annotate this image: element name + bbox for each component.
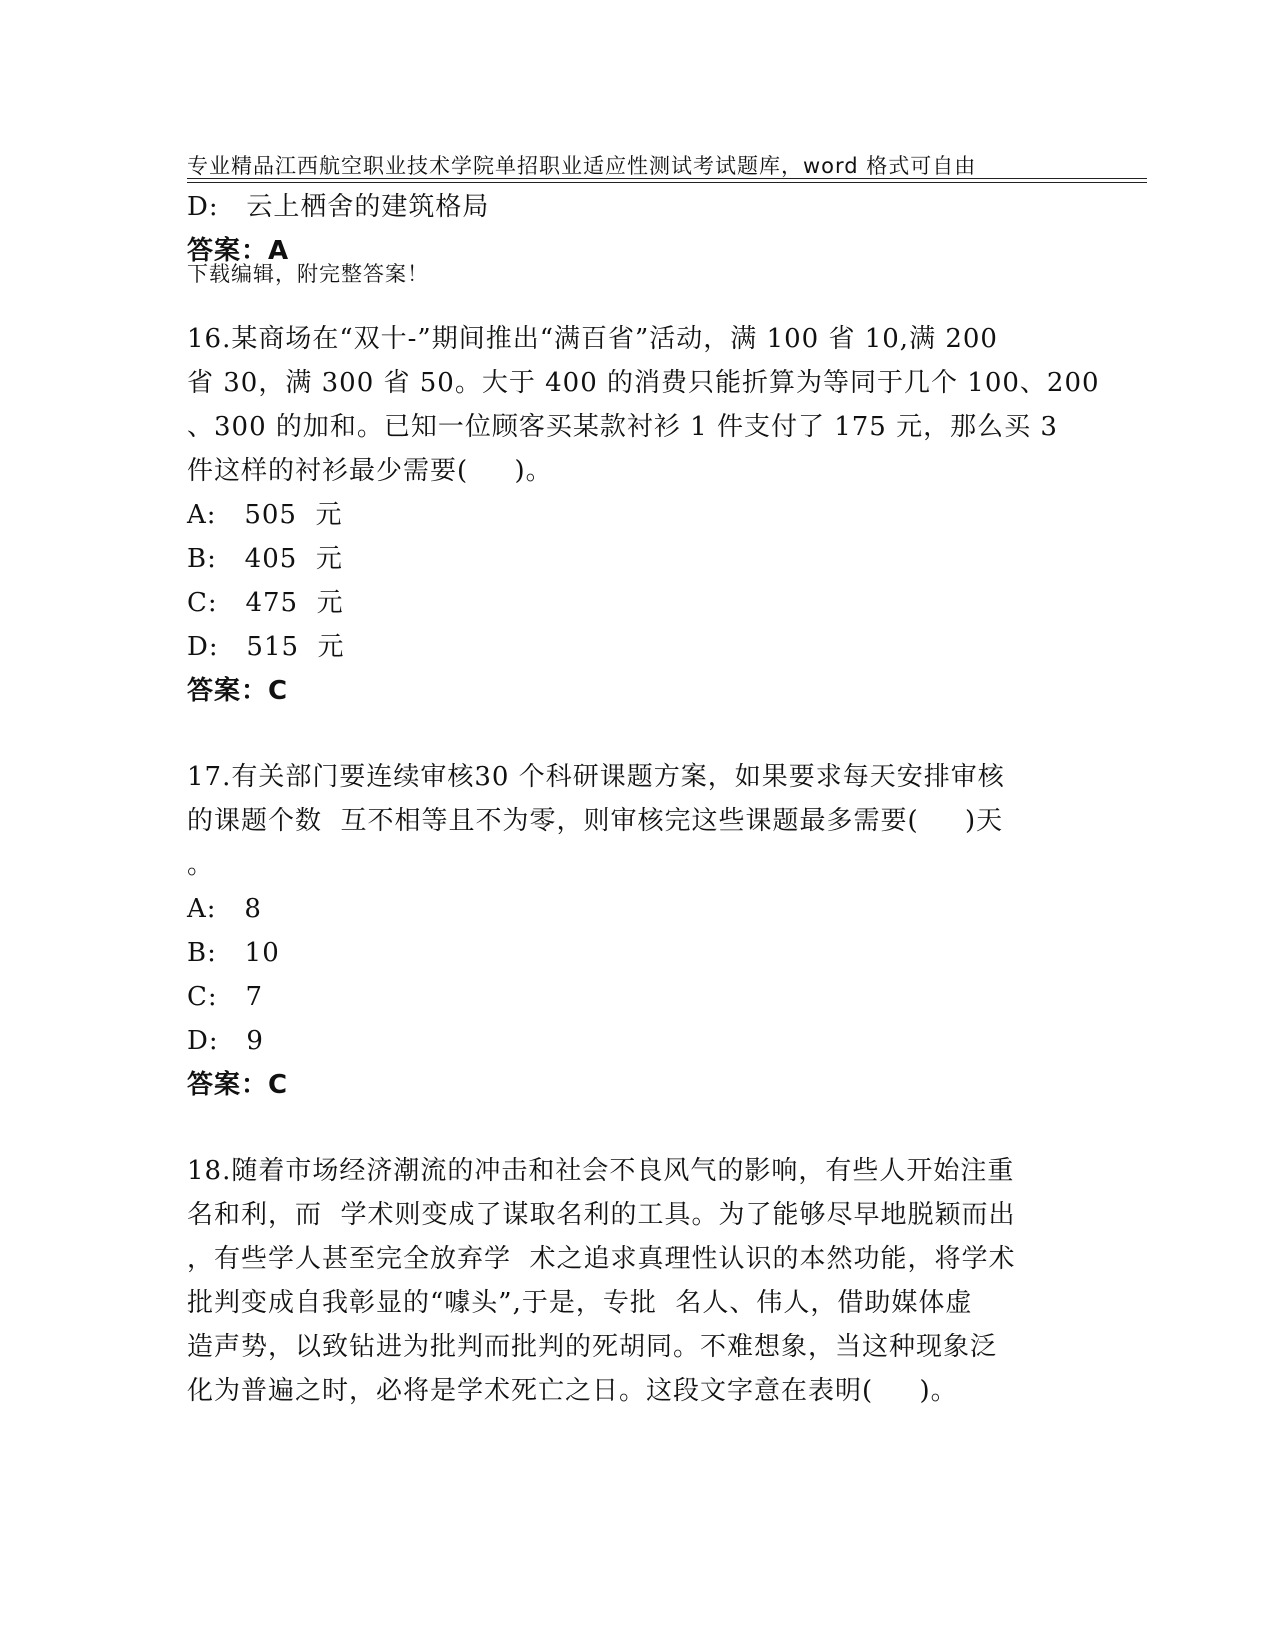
q16-text-line-1: 16.某商场在“双十-”期间推出“满百省”活动，满 100 省 10,满 200 — [187, 324, 998, 354]
q16-option-a: A: 505 元 — [187, 500, 343, 530]
q16-option-b: B: 405 元 — [187, 544, 343, 574]
header-line-1: 专业精品江西航空职业技术学院单招职业适应性测试考试题库，word 格式可自由 — [187, 154, 977, 178]
q15-answer: 答案：A — [187, 236, 290, 266]
q16-answer: 答案：C — [187, 676, 289, 706]
q18-text-line-6: 化为普遍之时，必将是学术死亡之日。这段文字意在表明( )。 — [187, 1376, 958, 1406]
q17-text-line-1: 17.有关部门要连续审核30 个科研课题方案，如果要求每天安排审核 — [187, 762, 1005, 792]
q16-option-d: D: 515 元 — [187, 632, 345, 662]
q18-text-line-4: 批判变成自我彰显的“噱头”,于是，专批 名人、伟人，借助媒体虚 — [187, 1288, 973, 1318]
q18-text-line-1: 18.随着市场经济潮流的冲击和社会不良风气的影响，有些人开始注重 — [187, 1156, 1015, 1186]
q16-text-line-3: 、300 的加和。已知一位顾客买某款衬衫 1 件支付了 175 元，那么买 3 — [187, 412, 1058, 442]
q16-text-line-4: 件这样的衬衫最少需要( )。 — [187, 456, 553, 486]
q18-text-line-2: 名和利，而 学术则变成了谋取名利的工具。为了能够尽早地脱颖而出 — [187, 1200, 1016, 1230]
header-rule-bottom — [187, 182, 1147, 183]
header-rule-top — [187, 178, 1147, 179]
q17-option-d: D: 9 — [187, 1026, 264, 1056]
q15-option-d: D: 云上栖舍的建筑格局 — [187, 192, 490, 222]
q16-text-line-2: 省 30，满 300 省 50。大于 400 的消费只能折算为等同于几个 100、200 — [187, 368, 1100, 398]
q16-option-c: C: 475 元 — [187, 588, 344, 618]
q17-text-line-2: 的课题个数 互不相等且不为零，则审核完这些课题最多需要( )天 — [187, 806, 1004, 836]
q17-option-a: A: 8 — [187, 894, 262, 924]
q17-text-line-3: 。 — [187, 850, 215, 880]
q17-option-c: C: 7 — [187, 982, 263, 1012]
q18-text-line-5: 造声势，以致钻进为批判而批判的死胡同。不难想象，当这种现象泛 — [187, 1332, 998, 1362]
q18-text-line-3: ，有些学人甚至完全放弃学 术之追求真理性认识的本然功能，将学术 — [187, 1244, 1016, 1274]
q17-answer: 答案：C — [187, 1070, 289, 1100]
header-line-2: 下载编辑，附完整答案！ — [187, 262, 429, 286]
q17-option-b: B: 10 — [187, 938, 280, 968]
